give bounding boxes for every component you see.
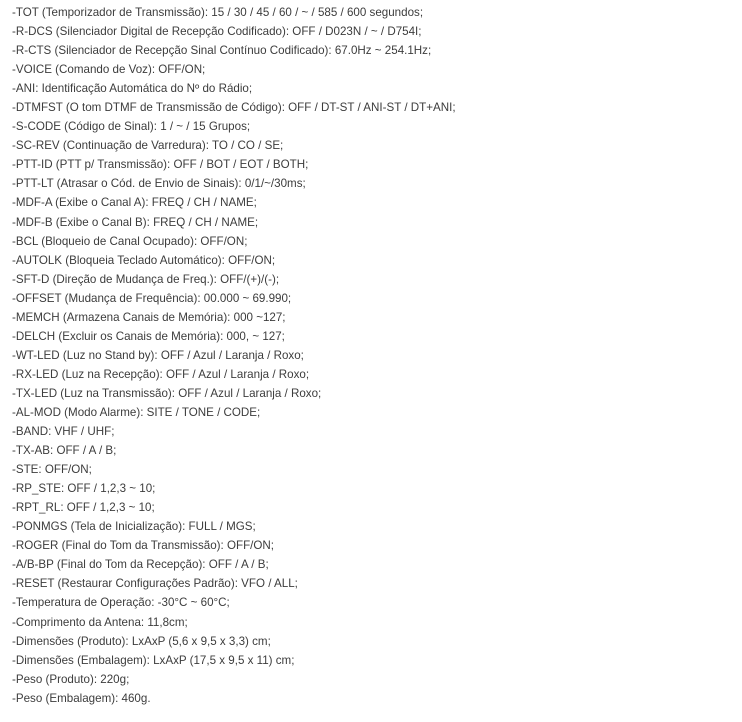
spec-r-cts: -R-CTS (Silenciador de Recepção Sinal Contínuo Codificado): 67.0Hz ~ 254.1Hz; (12, 44, 432, 58)
spec-s-code: -S-CODE (Código de Sinal): 1 / ~ / 15 Grupos; (12, 120, 251, 134)
spec-tot: -TOT (Temporizador de Transmissão): 15 / 30 / 45 / 60 / ~ / 585 / 600 segundos; (12, 6, 424, 19)
spec-offset: -OFFSET (Mudança de Frequência): 00.000 ~ 69.990; (12, 291, 292, 305)
spec-delch: -DELCH (Excluir os Canais de Memória): 000, ~ 127; (12, 329, 285, 343)
spec-tx-led: -TX-LED (Luz na Transmissão): OFF / Azul / Laranja / Roxo; (12, 386, 322, 400)
spec-reset: -RESET (Restaurar Configurações Padrão): VFO / ALL; (12, 577, 298, 591)
spec-ptt-id: -PTT-ID (PTT p/ Transmissão): OFF / BOT / EOT / BOTH; (12, 158, 309, 172)
spec-dimensoes-embalagem: -Dimensões (Embalagem): LxAxP (17,5 x 9,5 x 11) cm; (12, 653, 295, 667)
spec-tx-ab: -TX-AB: OFF / A / B; (12, 444, 117, 458)
spec-mdf-b: -MDF-B (Exibe o Canal B): FREQ / CH / NAME; (12, 215, 259, 229)
spec-ste: -STE: OFF/ON; (12, 463, 92, 477)
spec-al-mod: -AL-MOD (Modo Alarme): SITE / TONE / CODE; (12, 405, 261, 419)
spec-ani: -ANI: Identificação Automática do Nº do Rádio; (12, 82, 253, 96)
spec-dtmfst: -DTMFST (O tom DTMF de Transmissão de Código): OFF / DT-ST / ANI-ST / DT+ANI; (12, 101, 456, 115)
spec-ab-bp: -A/B-BP (Final do Tom da Recepção): OFF / A / B; (12, 558, 269, 572)
spec-autolk: -AUTOLK (Bloqueia Teclado Automático): OFF/ON; (12, 253, 276, 267)
spec-memch: -MEMCH (Armazena Canais de Memória): 000 ~127; (12, 310, 286, 324)
spec-dimensoes-produto: -Dimensões (Produto): LxAxP (5,6 x 9,5 x 3,3) cm; (12, 634, 271, 648)
spec-bcl: -BCL (Bloqueio de Canal Ocupado): OFF/ON; (12, 234, 248, 248)
spec-rx-led: -RX-LED (Luz na Recepção): OFF / Azul / Laranja / Roxo; (12, 367, 310, 381)
spec-list (12, 3, 456, 708)
spec-mdf-a: -MDF-A (Exibe o Canal A): FREQ / CH / NAME; (12, 196, 257, 210)
spec-temperatura: -Temperatura de Operação: -30°C ~ 60°C; (12, 596, 230, 610)
spec-peso-produto: -Peso (Produto): 220g; (12, 672, 130, 686)
spec-ptt-lt: -PTT-LT (Atrasar o Cód. de Envio de Sinais): 0/1/~/30ms; (12, 177, 306, 191)
spec-sc-rev: -SC-REV (Continuação de Varredura): TO / CO / SE; (12, 139, 284, 153)
spec-rp-ste: -RP_STE: OFF / 1,2,3 ~ 10; (12, 482, 156, 496)
spec-peso-embalagem: -Peso (Embalagem): 460g. (12, 691, 151, 705)
spec-rpt-rl: -RPT_RL: OFF / 1,2,3 ~ 10; (12, 501, 155, 515)
spec-band: -BAND: VHF / UHF; (12, 425, 115, 439)
spec-ponmgs: -PONMGS (Tela de Inicialização): FULL / MGS; (12, 520, 256, 534)
spec-wt-led: -WT-LED (Luz no Stand by): OFF / Azul / Laranja / Roxo; (12, 348, 304, 362)
spec-voice: -VOICE (Comando de Voz): OFF/ON; (12, 63, 206, 77)
spec-r-dcs: -R-DCS (Silenciador Digital de Recepção Codificado): OFF / D023N / ~ / D754I; (12, 25, 422, 39)
spec-antena: -Comprimento da Antena: 11,8cm; (12, 615, 188, 629)
spec-roger: -ROGER (Final do Tom da Transmissão): OFF/ON; (12, 539, 274, 553)
spec-sft-d: -SFT-D (Direção de Mudança de Freq.): OFF/(+)/(-); (12, 272, 280, 286)
